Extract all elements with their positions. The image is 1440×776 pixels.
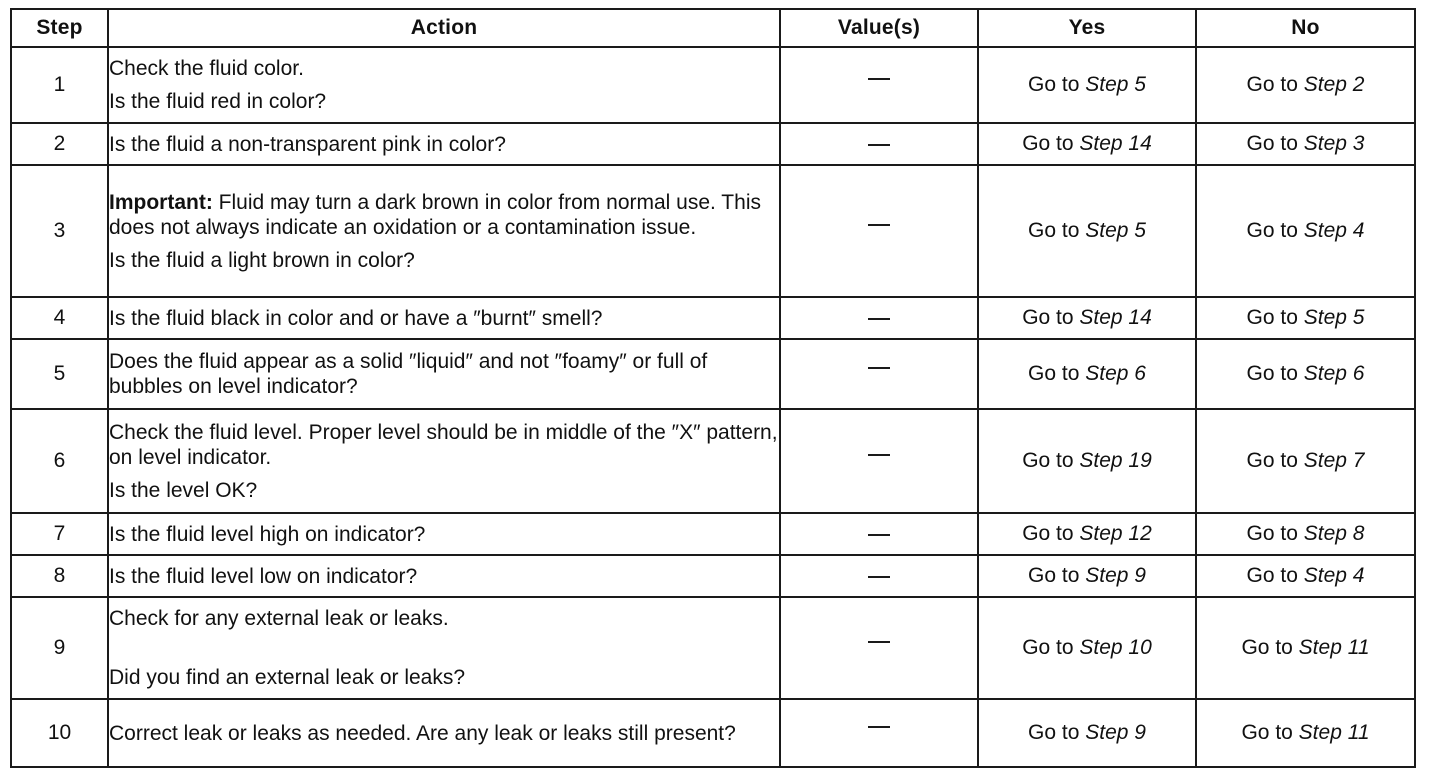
action-question: Is the level OK? [109,478,258,502]
action-cell [108,699,780,767]
yes-cell [978,513,1196,555]
action-question: Is the fluid a light brown in color? [109,248,415,272]
table-row [11,513,1415,555]
goto-step-link[interactable]: Step 11 [1298,636,1370,659]
no-cell [1196,597,1415,699]
action-text: Check for any external leak or leaks. [109,607,449,630]
goto-step-link[interactable]: Step 8 [1303,522,1365,545]
value-dash [868,641,890,643]
action-cell [108,555,780,597]
goto-prefix: Go to [1246,564,1304,587]
action-question: Is the fluid red in color? [109,90,327,113]
goto-step-link[interactable]: Step 4 [1303,564,1365,587]
goto-step-link[interactable]: Step 14 [1079,132,1152,155]
goto-step-link[interactable]: Step 4 [1303,219,1365,242]
goto-step-link[interactable]: Step 6 [1303,362,1365,385]
action-question: Is the fluid level high on indicator? [109,522,426,546]
goto-prefix: Go to [1246,132,1304,155]
goto-step-link[interactable]: Step 5 [1085,73,1146,96]
value-cell [780,47,978,123]
goto-prefix: Go to [1241,636,1299,659]
value-dash [868,726,890,728]
header-row [11,9,1415,47]
action-cell [108,123,780,165]
yes-cell [978,123,1196,165]
table-row [11,699,1415,767]
header-step: Step [11,9,108,47]
important-note [109,190,779,240]
value-dash [868,144,890,146]
table-row [11,47,1415,123]
yes-cell [978,699,1196,767]
no-cell [1196,699,1415,767]
no-cell [1196,47,1415,123]
goto-prefix: Go to [1028,73,1086,96]
action-cell [108,339,780,409]
important-text: Fluid may turn a dark brown in color from normal use. This does not always indicate an oxidation or a contamination issue. [109,190,761,239]
goto-prefix: Go to [1028,721,1086,744]
action-question: Correct leak or leaks as needed. Are any leak or leaks still present? [109,721,736,745]
value-dash [868,576,890,578]
step-number: 6 [11,409,108,513]
yes-cell [978,297,1196,339]
goto-step-link[interactable]: Step 14 [1079,306,1152,329]
goto-step-link[interactable]: Step 7 [1303,449,1365,472]
action-question: Is the fluid black in color and or have a ″burnt″ smell? [109,306,603,330]
yes-cell [978,555,1196,597]
no-cell [1196,165,1415,297]
no-cell [1196,409,1415,513]
goto-step-link[interactable]: Step 11 [1298,721,1370,744]
table-row [11,123,1415,165]
step-number: 7 [11,513,108,555]
value-cell [780,123,978,165]
goto-step-link[interactable]: Step 5 [1303,306,1365,329]
table-row [11,297,1415,339]
yes-cell [978,409,1196,513]
goto-step-link[interactable]: Step 2 [1303,73,1365,96]
goto-prefix: Go to [1022,522,1080,545]
goto-prefix: Go to [1246,522,1304,545]
goto-prefix: Go to [1246,306,1304,329]
value-cell [780,597,978,699]
goto-step-link[interactable]: Step 10 [1079,636,1152,659]
header-values: Value(s) [780,9,978,47]
header-action: Action [108,9,780,47]
goto-prefix: Go to [1246,362,1304,385]
table-row [11,165,1415,297]
action-cell [108,409,780,513]
goto-prefix: Go to [1246,219,1304,242]
table-row [11,555,1415,597]
action-text: Check the fluid level. Proper level should be in middle of the ″X″ pattern, on level indicator. [109,420,778,469]
goto-prefix: Go to [1022,449,1080,472]
action-question: Does the fluid appear as a solid ″liquid″ and not ″foamy″ or full of bubbles on level indicator? [109,350,708,398]
goto-prefix: Go to [1028,362,1086,385]
step-number: 3 [11,165,108,297]
header-no: No [1196,9,1415,47]
no-cell [1196,123,1415,165]
goto-step-link[interactable]: Step 9 [1085,564,1146,587]
value-cell [780,699,978,767]
action-cell [108,597,780,699]
goto-prefix: Go to [1022,306,1080,329]
step-number: 1 [11,47,108,123]
action-cell [108,47,780,123]
no-cell [1196,297,1415,339]
action-question: Is the fluid a non-transparent pink in color? [109,132,506,156]
goto-prefix: Go to [1028,219,1086,242]
yes-cell [978,47,1196,123]
step-number: 2 [11,123,108,165]
step-number: 5 [11,339,108,409]
value-dash [868,224,890,226]
action-cell [108,297,780,339]
value-cell [780,513,978,555]
value-dash [868,367,890,369]
goto-step-link[interactable]: Step 6 [1085,362,1146,385]
goto-prefix: Go to [1246,73,1304,96]
no-cell [1196,555,1415,597]
goto-step-link[interactable]: Step 5 [1085,219,1146,242]
value-cell [780,409,978,513]
value-cell [780,165,978,297]
table-row [11,597,1415,699]
yes-cell [978,597,1196,699]
header-yes: Yes [978,9,1196,47]
goto-prefix: Go to [1022,636,1080,659]
yes-cell [978,339,1196,409]
step-number: 8 [11,555,108,597]
action-question: Is the fluid level low on indicator? [109,564,418,588]
value-cell [780,339,978,409]
action-cell [108,165,780,297]
important-label: Important: [109,190,213,214]
step-number: 4 [11,297,108,339]
goto-step-link[interactable]: Step 19 [1079,449,1152,472]
value-dash [868,454,890,456]
value-cell [780,297,978,339]
goto-step-link[interactable]: Step 12 [1079,522,1152,545]
no-cell [1196,513,1415,555]
action-text: Check the fluid color. [109,57,304,80]
value-dash [868,318,890,320]
yes-cell [978,165,1196,297]
goto-prefix: Go to [1241,721,1299,744]
table-row [11,409,1415,513]
action-cell [108,513,780,555]
step-number: 9 [11,597,108,699]
no-cell [1196,339,1415,409]
value-cell [780,555,978,597]
diagnostic-table [10,8,1416,768]
goto-prefix: Go to [1022,132,1080,155]
goto-prefix: Go to [1246,449,1304,472]
value-dash [868,534,890,536]
goto-step-link[interactable]: Step 9 [1085,721,1146,744]
goto-step-link[interactable]: Step 3 [1303,132,1365,155]
action-question: Did you find an external leak or leaks? [109,666,466,689]
table-row [11,339,1415,409]
value-dash [868,78,890,80]
step-number: 10 [11,699,108,767]
goto-prefix: Go to [1028,564,1086,587]
